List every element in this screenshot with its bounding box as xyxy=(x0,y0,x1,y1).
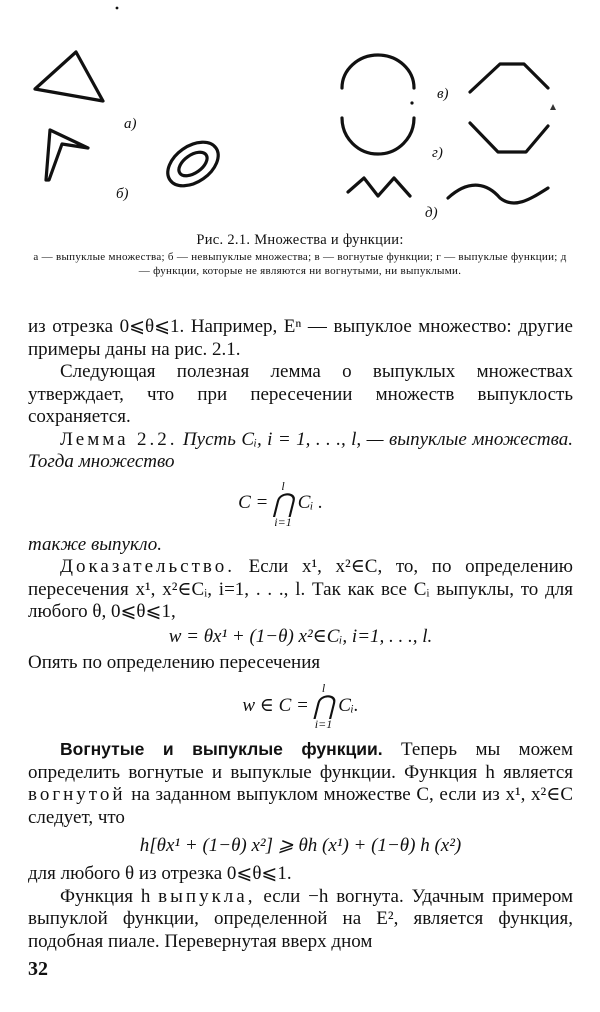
section-text-1: Теперь мы можем определить вогнутые и выпуклые функции. Функция h является xyxy=(28,739,574,783)
lemma-conclusion: также выпукло. xyxy=(28,533,163,555)
proof-text: Если x¹, x²∈C, то, по определению пересечения x¹, x²∈Cᵢ, i=1, . . ., l. Так как все Cᵢ выпуклы, то для любого θ, 0⩽θ⩽1, xyxy=(28,556,574,622)
caption-legend: а — выпуклые множества; б — невыпуклые множества; в — вогнутые функции; г — выпуклые функции; д — функции, которые не являются ни вогнутыми, ни выпуклыми. xyxy=(33,251,567,277)
convex-polyline xyxy=(470,123,548,152)
section-text-2: на заданном выпуклом множестве C, если из x¹, x²∈C следует, что xyxy=(28,784,573,828)
paragraph-5-rest: если −h вогнута. Удачным примером выпуклой функции, определенной на E², является функция, подобная пиале. Перевернутая вверх дном xyxy=(28,885,573,952)
proof-heading: Доказательство. xyxy=(60,556,235,577)
figure-2-1 xyxy=(0,0,600,232)
paragraph-4: для любого θ из отрезка 0⩽θ⩽1. xyxy=(28,863,292,884)
paragraph-2: Следующая полезная лемма о выпуклых множествах утверждает, что при пересечении множеств выпуклость сохраняется. xyxy=(28,361,573,427)
label-g: г) xyxy=(432,145,443,161)
convex-triangle xyxy=(35,52,103,101)
formula-w: w = θx¹ + (1−θ) x²∈Cᵢ, i=1, . . ., l. xyxy=(168,626,433,648)
lemma xyxy=(28,429,573,474)
label-d: д) xyxy=(425,205,438,221)
paragraph-5-start: Функция h xyxy=(60,885,151,907)
formula-1-left: C = xyxy=(238,492,269,514)
lower-limit-2: i=1 xyxy=(314,717,333,731)
wave-function xyxy=(448,185,548,203)
upper-limit-2: l xyxy=(321,681,326,695)
paragraph-5 xyxy=(28,886,573,954)
figure-caption xyxy=(0,232,600,278)
paragraph-1: из отрезка 0⩽θ⩽1. Например, Eⁿ — выпуклое множество: другие примеры даны на рис. 2.1. xyxy=(28,316,573,360)
ring-outer xyxy=(160,133,227,195)
upper-limit: l xyxy=(281,478,285,493)
paragraph-3: Опять по определению пересечения xyxy=(28,651,321,673)
label-b: б) xyxy=(116,186,129,202)
print-mark xyxy=(550,104,556,110)
lower-limit: i=1 xyxy=(274,514,292,529)
label-v: в) xyxy=(437,86,449,102)
formula-3-left: w ∈ C = xyxy=(242,694,309,716)
label-a: а) xyxy=(124,116,137,132)
formula-3-right: Cᵢ. xyxy=(338,694,359,716)
formula-membership xyxy=(28,674,573,738)
formula-1-right: Cᵢ . xyxy=(297,492,323,514)
formula-concavity: h[θx¹ + (1−θ) x²] ⩾ θh (x¹) + (1−θ) h (x²) xyxy=(139,834,462,856)
concave-arc-top xyxy=(342,55,414,88)
intersection-operator: l ⋂ i=1 xyxy=(272,478,294,529)
lemma-statement: Пусть Cᵢ, i = 1, . . ., l, — выпуклые множества. Тогда множество xyxy=(28,428,573,472)
section-emphasis: вогнутой xyxy=(28,784,126,805)
convex-arc-bottom xyxy=(342,118,414,154)
caption-title: Рис. 2.1. Множества и функции: xyxy=(196,232,404,248)
page-number: 32 xyxy=(28,958,48,980)
section-paragraph xyxy=(28,738,573,829)
body-text xyxy=(28,316,573,953)
concave-polyline xyxy=(470,64,548,92)
figure-drawings xyxy=(0,0,600,232)
proof xyxy=(28,556,573,624)
lemma-heading: Лемма 2.2. xyxy=(60,428,178,450)
zigzag-function xyxy=(348,178,410,196)
nonconvex-chevron xyxy=(46,130,88,180)
paragraph-5-emphasis: выпукла, xyxy=(158,885,256,907)
intersection-operator-2: l ⋂ i=1 xyxy=(312,681,335,731)
section-heading: Вогнутые и выпуклые функции. xyxy=(60,739,383,759)
formula-intersection xyxy=(0,474,573,534)
